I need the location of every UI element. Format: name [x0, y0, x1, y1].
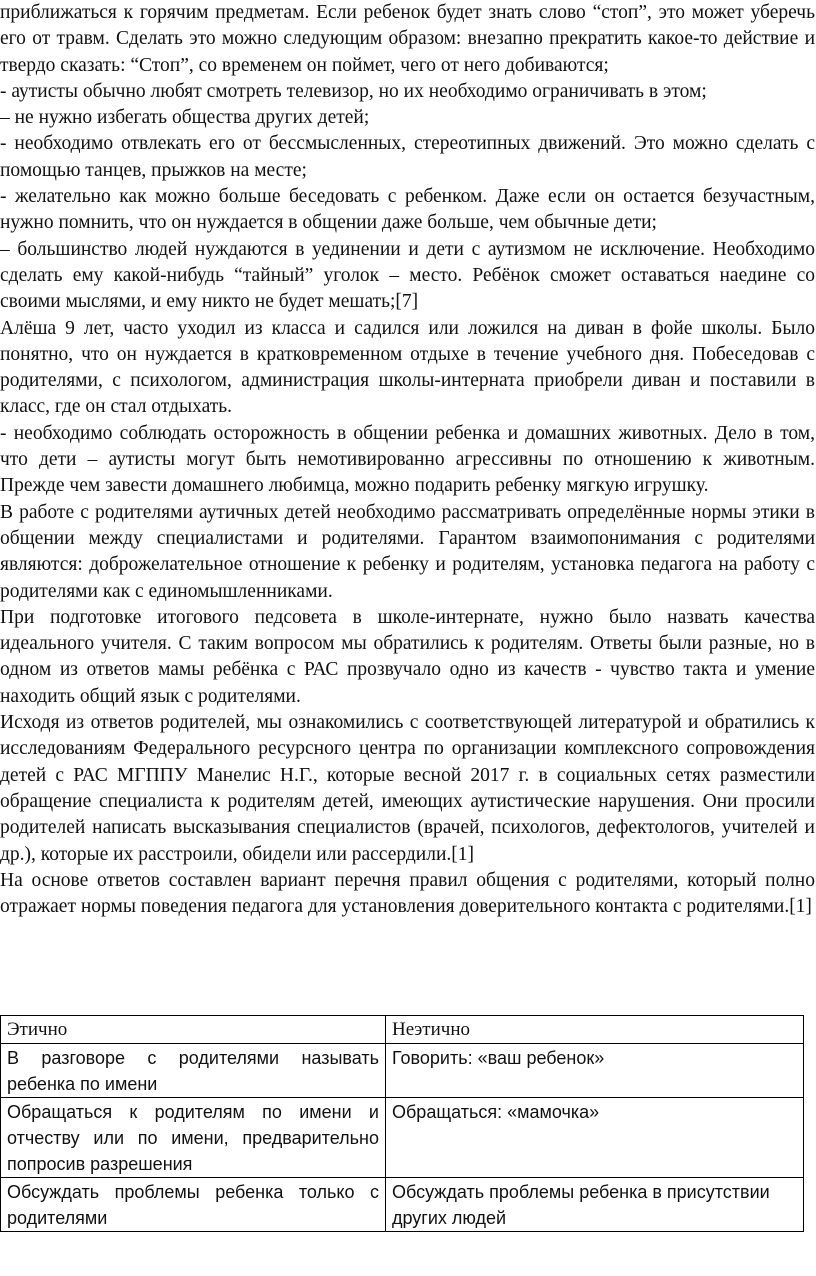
table-row: [1, 1098, 804, 1178]
table-row: [1, 1044, 804, 1098]
paragraph: - аутисты обычно любят смотреть телевизор, но их необходимо ограничивать в этом;: [0, 80, 707, 102]
table-header-row: [1, 1016, 804, 1044]
paragraph: - необходимо отвлекать его от бессмысленных, стереотипных движений. Это можно сделать с помощью танцев, прыжков на месте;: [0, 133, 815, 181]
table-header-ethical: Этично: [1, 1016, 386, 1044]
ethics-table: [0, 1015, 804, 1232]
paragraph: При подготовке итогового педсовета в школе-интернате, нужно было назвать качества идеального учителя. С таким вопросом мы обратились к родителям. Ответы были разные, но в одном из ответов мамы ребёнка с РАС прозвучало одно из качеств - чувство такта и умение находить общий язык с родителями.: [0, 606, 815, 707]
table-cell-unethical: Обращаться: «мамочка»: [386, 1098, 804, 1178]
paragraph: - желательно как можно больше беседовать с ребенком. Даже если он остается безучастным, нужно помнить, что он нуждается в общении даже больше, чем обычные дети;: [0, 186, 815, 234]
paragraph: В работе с родителями аутичных детей необходимо рассматривать определённые нормы этики в общении между специалистами и родителями. Гарантом взаимопонимания с родителями являются: доброжелательное отношение к ребенку и родителям, установка педагога на работу с родителями как с единомышленниками.: [0, 501, 815, 602]
table-cell-unethical: Говорить: «ваш ребенок»: [386, 1044, 804, 1098]
table-header-unethical: Неэтично: [386, 1016, 804, 1044]
paragraph: На основе ответов составлен вариант перечня правил общения с родителями, который полно отражает нормы поведения педагога для установления доверительного контакта с родителями.[1]: [0, 869, 815, 918]
table-cell-ethical: Обращаться к родителям по имени и отчеству или по имени, предварительно попросив разрешения: [1, 1098, 386, 1178]
table-cell-ethical: В разговоре с родителями называть ребенка по имени: [1, 1044, 386, 1098]
paragraph: приближаться к горячим предметам. Если ребенок будет знать слово “стоп”, это может уберечь его от травм. Сделать это можно следующим образом: внезапно прекратить какое-то действие и твердо сказать: “Стоп”, со временем он поймет, чего от него добиваются;: [0, 2, 815, 76]
paragraph: Алёша 9 лет, часто уходил из класса и садился или ложился на диван в фойе школы. Было понятно, что он нуждается в кратковременном отдыхе в течение учебного дня. Побеседовав с родителями, с психологом, администрация школы-интерната приобрели диван и поставили в класс, где он стал отдыхать.: [0, 317, 815, 418]
paragraph: Исходя из ответов родителей, мы ознакомились с соответствующей литературой и обратились к исследованиям Федерального ресурсного центра по организации комплексного сопровождения детей с РАС МГППУ Манелис Н.Г., которые весной 2017 г. в социальных сетях разместили обращение специалиста к родителям детей, имеющих аутистические нарушения. Они просили родителей написать высказывания специалистов (врачей, психологов, дефектологов, учителей и др.), которые их расстроили, обидели или рассердили.[1]: [0, 712, 815, 865]
table-cell-unethical: Обсуждать проблемы ребенка в присутствии других людей: [386, 1178, 804, 1232]
table-row: [1, 1178, 804, 1232]
paragraph: – большинство людей нуждаются в уединении и дети с аутизмом не исключение. Необходимо сделать ему какой-нибудь “тайный” уголок – место. Ребёнок сможет оставаться наедине со своими мыслями, и ему никто не будет мешать;[7]: [0, 238, 815, 313]
table-cell-ethical: Обсуждать проблемы ребенка только с родителями: [1, 1178, 386, 1232]
paragraph: - необходимо соблюдать осторожность в общении ребенка и домашних животных. Дело в том, что дети – аутисты могут быть немотивированно агрессивны по отношению к животным. Прежде чем завести домашнего любимца, можно подарить ребенку мягкую игрушку.: [0, 422, 815, 497]
paragraph: – не нужно избегать общества других детей;: [0, 107, 370, 129]
